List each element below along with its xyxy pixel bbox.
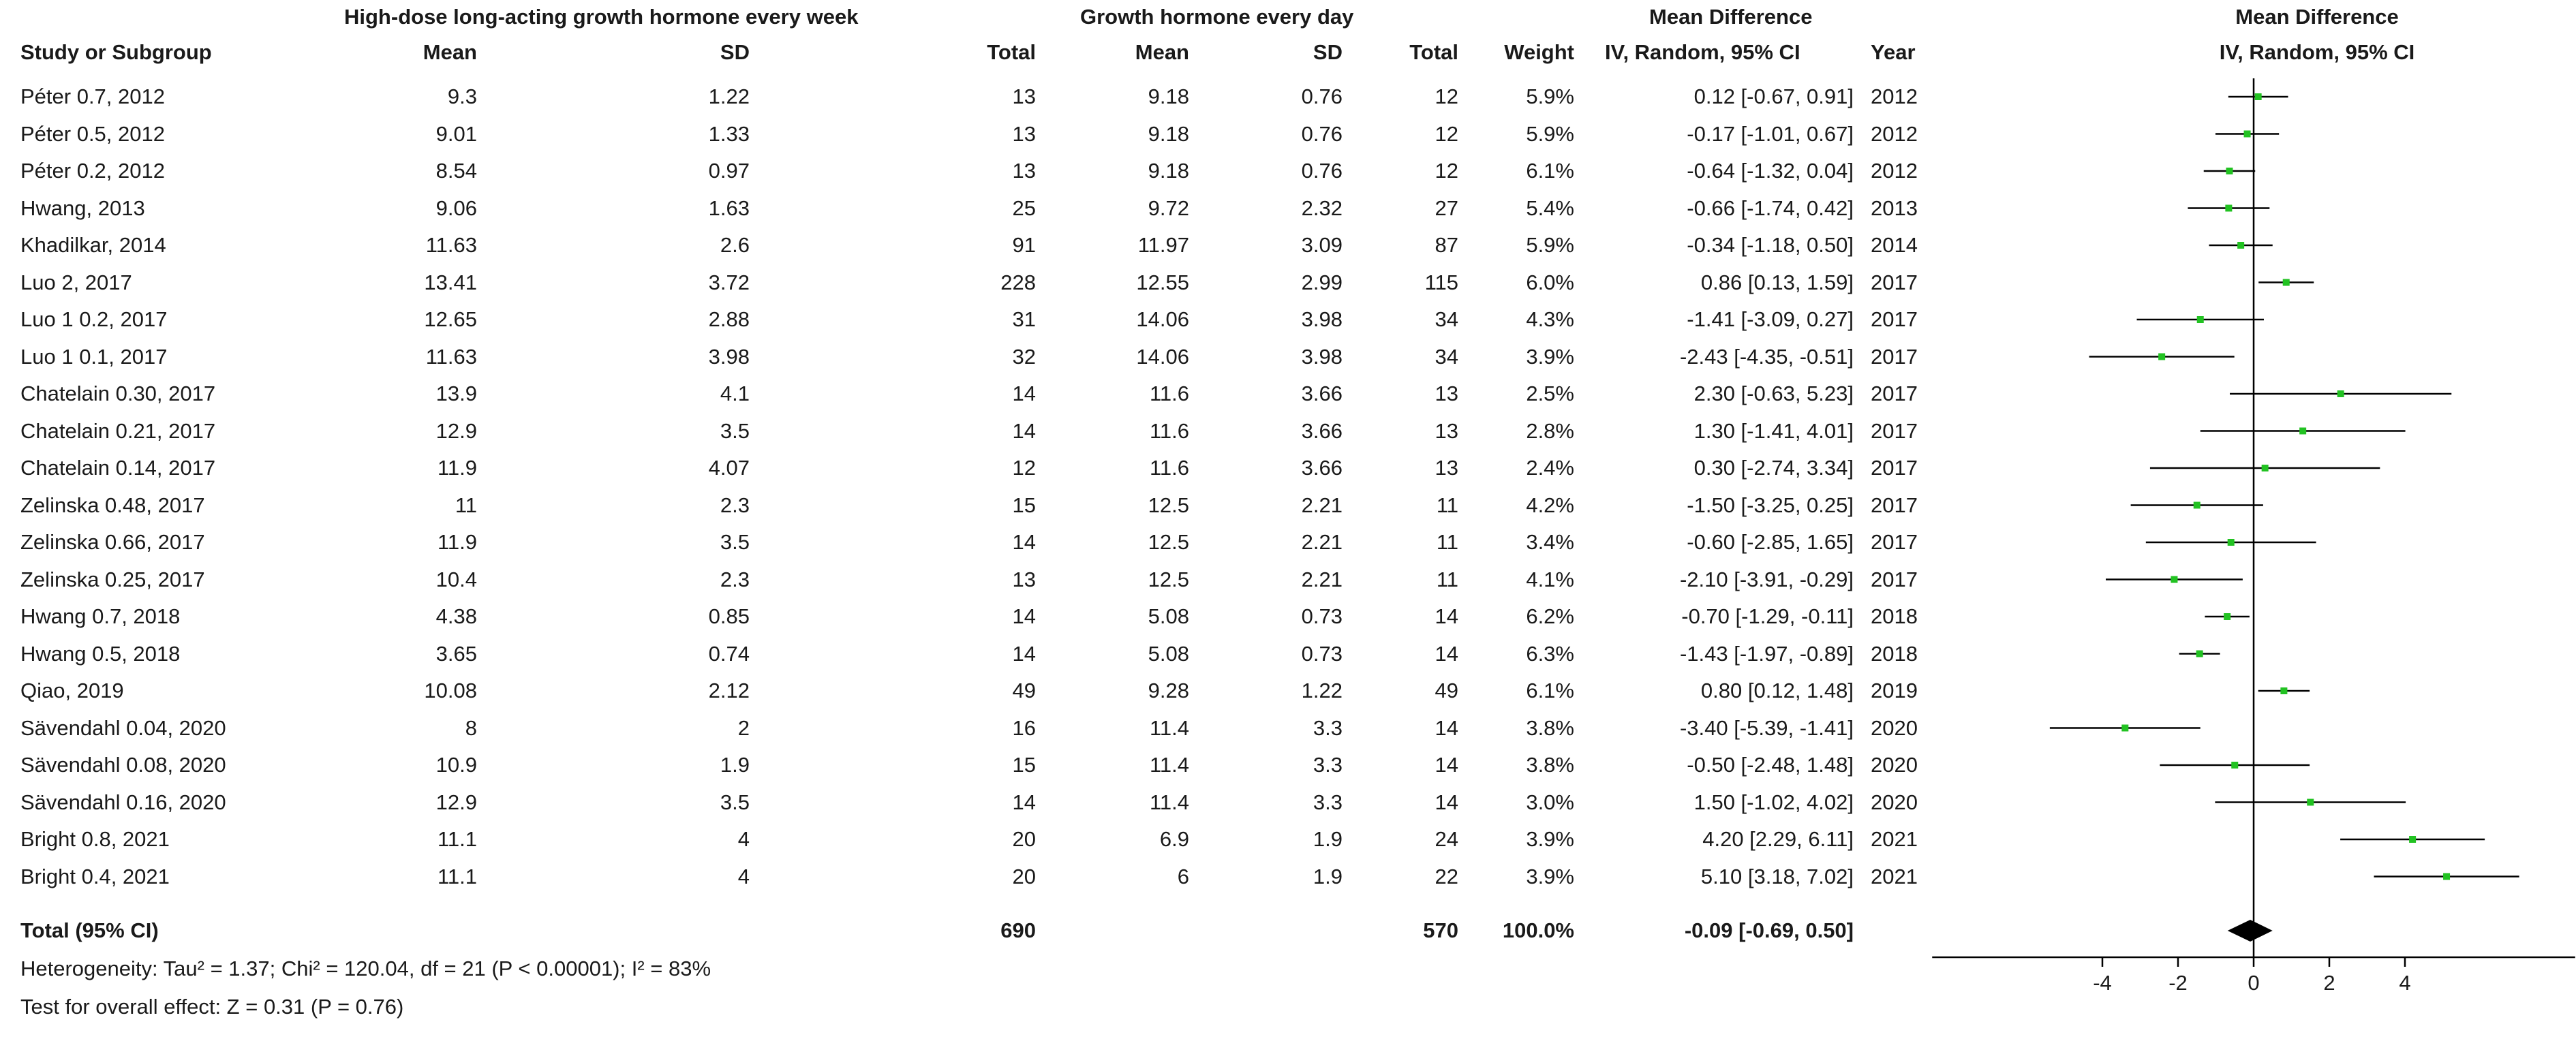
weight-cell: 4.1% xyxy=(1526,568,1574,591)
sd2-cell: 3.66 xyxy=(1301,382,1343,405)
sd2-cell: 2.32 xyxy=(1301,196,1343,220)
year-cell: 2017 xyxy=(1871,307,1918,331)
total2-value: 570 xyxy=(1423,918,1458,942)
total1-cell: 14 xyxy=(1012,604,1036,628)
point-estimate xyxy=(2255,93,2262,100)
sd1-cell: 2 xyxy=(737,716,750,740)
year-cell: 2021 xyxy=(1871,865,1918,888)
total1-cell: 228 xyxy=(1000,270,1036,294)
mean2-cell: 11.4 xyxy=(1149,716,1189,740)
sd1-cell: 3.72 xyxy=(708,270,750,294)
mean1-cell: 11.9 xyxy=(437,530,477,554)
mean2-cell: 14.06 xyxy=(1136,307,1189,331)
point-estimate xyxy=(2171,576,2177,583)
mean1-cell: 11.1 xyxy=(437,827,477,851)
ci-cell: 5.10 [3.18, 7.02] xyxy=(1700,865,1854,888)
sd1-cell: 1.9 xyxy=(720,753,750,777)
mean2-cell: 12.5 xyxy=(1148,493,1189,517)
year-cell: 2017 xyxy=(1871,382,1918,405)
total-weight-value: 100.0% xyxy=(1502,918,1574,942)
mean1-cell: 13.9 xyxy=(435,382,477,405)
point-estimate xyxy=(2231,762,2238,769)
sd1-cell: 3.5 xyxy=(720,530,750,554)
study-name: Sävendahl 0.04, 2020 xyxy=(20,716,226,740)
mean2-cell: 12.55 xyxy=(1136,270,1189,294)
overall-effect-text: Test for overall effect: Z = 0.31 (P = 0.76) xyxy=(20,995,404,1019)
ci-cell: 0.80 [0.12, 1.48] xyxy=(1700,679,1854,702)
point-estimate xyxy=(2337,390,2344,397)
study-name: Péter 0.5, 2012 xyxy=(20,122,165,146)
point-estimate xyxy=(2299,428,2306,435)
mean2-cell: 12.5 xyxy=(1148,568,1189,591)
year-cell: 2017 xyxy=(1871,456,1918,480)
total2-cell: 12 xyxy=(1435,122,1458,146)
pooled-diamond xyxy=(2228,920,2273,942)
sd1-cell: 1.63 xyxy=(708,196,750,220)
total1-cell: 25 xyxy=(1012,196,1036,220)
mean1-cell: 11.9 xyxy=(437,456,477,480)
total2-cell: 24 xyxy=(1435,827,1458,851)
mean1-cell: 8.54 xyxy=(435,159,477,183)
year-column-header: Year xyxy=(1871,40,1916,64)
mean2-cell: 9.18 xyxy=(1148,122,1189,146)
weight-cell: 6.0% xyxy=(1526,270,1574,294)
total1-cell: 31 xyxy=(1012,307,1036,331)
study-name: Hwang, 2013 xyxy=(20,196,145,220)
total1-value: 690 xyxy=(1000,918,1036,942)
total2-cell: 14 xyxy=(1435,790,1458,814)
mean2-cell: 9.28 xyxy=(1148,679,1189,702)
sd2-cell: 0.76 xyxy=(1301,159,1343,183)
sd1-cell: 2.3 xyxy=(720,568,750,591)
total1-column-header: Total xyxy=(987,40,1036,64)
total2-cell: 22 xyxy=(1435,865,1458,888)
total1-cell: 14 xyxy=(1012,530,1036,554)
weight-cell: 6.1% xyxy=(1526,679,1574,702)
total2-cell: 49 xyxy=(1435,679,1458,702)
sd1-cell: 4.07 xyxy=(708,456,750,480)
mean2-cell: 9.72 xyxy=(1148,196,1189,220)
total-label: Total (95% CI) xyxy=(20,918,159,942)
year-cell: 2013 xyxy=(1871,196,1918,220)
weight-cell: 3.8% xyxy=(1526,753,1574,777)
total1-cell: 16 xyxy=(1012,716,1036,740)
ci-cell: 1.30 [-1.41, 4.01] xyxy=(1693,419,1854,443)
point-estimate xyxy=(2443,873,2450,880)
total1-cell: 15 xyxy=(1012,493,1036,517)
year-cell: 2017 xyxy=(1871,419,1918,443)
mean1-cell: 3.65 xyxy=(435,642,477,666)
sd1-cell: 1.33 xyxy=(708,122,750,146)
mean1-cell: 11.63 xyxy=(425,345,477,369)
total1-cell: 91 xyxy=(1012,233,1036,257)
sd1-cell: 4 xyxy=(737,865,750,888)
mean2-cell: 5.08 xyxy=(1148,642,1189,666)
ci-cell: -3.40 [-5.39, -1.41] xyxy=(1679,716,1854,740)
mean1-cell: 11.1 xyxy=(437,865,477,888)
mean2-cell: 14.06 xyxy=(1136,345,1189,369)
point-estimate xyxy=(2225,205,2232,212)
ci-cell: -0.64 [-1.32, 0.04] xyxy=(1687,159,1854,183)
total2-cell: 14 xyxy=(1435,753,1458,777)
mean2-cell: 6 xyxy=(1177,865,1189,888)
total1-cell: 49 xyxy=(1012,679,1036,702)
mean1-cell: 10.4 xyxy=(435,568,477,591)
study-name: Sävendahl 0.08, 2020 xyxy=(20,753,226,777)
mean2-cell: 11.97 xyxy=(1137,233,1189,257)
sd2-cell: 2.21 xyxy=(1301,568,1343,591)
mean1-cell: 9.06 xyxy=(435,196,477,220)
year-cell: 2012 xyxy=(1871,84,1918,108)
ci-cell: -0.50 [-2.48, 1.48] xyxy=(1687,753,1854,777)
mean1-cell: 11.63 xyxy=(425,233,477,257)
total1-cell: 20 xyxy=(1012,827,1036,851)
sd1-cell: 3.5 xyxy=(720,790,750,814)
point-estimate xyxy=(2228,539,2235,546)
sd1-cell: 4.1 xyxy=(720,382,750,405)
study-name: Péter 0.7, 2012 xyxy=(20,84,165,108)
point-estimate xyxy=(2262,465,2269,471)
year-cell: 2017 xyxy=(1871,493,1918,517)
study-name: Chatelain 0.21, 2017 xyxy=(20,419,216,443)
point-estimate xyxy=(2307,799,2314,806)
weight-cell: 3.9% xyxy=(1526,865,1574,888)
sd1-cell: 3.98 xyxy=(708,345,750,369)
weight-cell: 3.4% xyxy=(1526,530,1574,554)
weight-cell: 2.8% xyxy=(1526,419,1574,443)
mean2-cell: 9.18 xyxy=(1148,159,1189,183)
study-name: Bright 0.8, 2021 xyxy=(20,827,170,851)
ci-cell: -0.70 [-1.29, -0.11] xyxy=(1681,604,1854,628)
weight-cell: 5.9% xyxy=(1526,122,1574,146)
weight-cell: 3.9% xyxy=(1526,345,1574,369)
md-title-header: Mean Difference xyxy=(1649,5,1813,29)
point-estimate xyxy=(2237,242,2244,249)
point-estimate xyxy=(2158,354,2165,360)
weight-cell: 2.4% xyxy=(1526,456,1574,480)
mean2-cell: 11.4 xyxy=(1149,753,1189,777)
sd2-cell: 2.21 xyxy=(1301,530,1343,554)
study-column-header: Study or Subgroup xyxy=(20,40,212,64)
weight-cell: 3.9% xyxy=(1526,827,1574,851)
study-name: Chatelain 0.14, 2017 xyxy=(20,456,216,480)
ci-cell: 2.30 [-0.63, 5.23] xyxy=(1693,382,1854,405)
total1-cell: 13 xyxy=(1012,84,1036,108)
year-cell: 2017 xyxy=(1871,270,1918,294)
sd2-cell: 3.3 xyxy=(1313,716,1343,740)
sd1-column-header: SD xyxy=(720,40,750,64)
weight-cell: 5.9% xyxy=(1526,84,1574,108)
sd2-cell: 3.98 xyxy=(1301,345,1343,369)
ci-cell: -0.34 [-1.18, 0.50] xyxy=(1687,233,1854,257)
ci-cell: -2.10 [-3.91, -0.29] xyxy=(1679,568,1854,591)
ci-cell: -0.17 [-1.01, 0.67] xyxy=(1687,122,1854,146)
total1-cell: 14 xyxy=(1012,382,1036,405)
total2-cell: 11 xyxy=(1436,530,1458,554)
sd1-cell: 0.74 xyxy=(708,642,750,666)
sd2-cell: 2.99 xyxy=(1301,270,1343,294)
mean1-cell: 11 xyxy=(455,493,477,517)
mean1-cell: 12.65 xyxy=(424,307,477,331)
point-estimate xyxy=(2226,168,2233,174)
mean2-cell: 11.4 xyxy=(1149,790,1189,814)
ci-cell: -0.60 [-2.85, 1.65] xyxy=(1687,530,1854,554)
mean1-cell: 9.3 xyxy=(447,84,477,108)
mean1-cell: 8 xyxy=(465,716,477,740)
mean2-cell: 12.5 xyxy=(1148,530,1189,554)
sd2-cell: 3.3 xyxy=(1313,790,1343,814)
total-ci-value: -0.09 [-0.69, 0.50] xyxy=(1684,918,1854,942)
sd2-cell: 3.09 xyxy=(1301,233,1343,257)
sd2-cell: 1.9 xyxy=(1313,827,1343,851)
total1-cell: 12 xyxy=(1012,456,1036,480)
sd1-cell: 2.88 xyxy=(708,307,750,331)
sd2-cell: 3.3 xyxy=(1313,753,1343,777)
md-method-header: IV, Random, 95% CI xyxy=(1605,40,1800,64)
point-estimate xyxy=(2224,613,2230,620)
weight-cell: 6.2% xyxy=(1526,604,1574,628)
total2-cell: 12 xyxy=(1435,84,1458,108)
weight-cell: 4.2% xyxy=(1526,493,1574,517)
sd1-cell: 2.6 xyxy=(720,233,750,257)
point-estimate xyxy=(2194,502,2201,509)
study-name: Chatelain 0.30, 2017 xyxy=(20,382,216,405)
study-name: Luo 1 0.1, 2017 xyxy=(20,345,168,369)
total2-cell: 13 xyxy=(1435,382,1458,405)
total2-cell: 11 xyxy=(1436,568,1458,591)
study-name: Hwang 0.5, 2018 xyxy=(20,642,181,666)
total1-cell: 32 xyxy=(1012,345,1036,369)
total1-cell: 13 xyxy=(1012,159,1036,183)
sd2-cell: 3.98 xyxy=(1301,307,1343,331)
study-name: Bright 0.4, 2021 xyxy=(20,865,170,888)
ci-cell: -0.66 [-1.74, 0.42] xyxy=(1687,196,1854,220)
mean1-column-header: Mean xyxy=(423,40,477,64)
point-estimate xyxy=(2196,651,2203,657)
total2-cell: 14 xyxy=(1435,642,1458,666)
year-cell: 2018 xyxy=(1871,642,1918,666)
point-estimate xyxy=(2280,687,2287,694)
mean2-cell: 5.08 xyxy=(1148,604,1189,628)
ci-cell: 0.30 [-2.74, 3.34] xyxy=(1693,456,1854,480)
mean2-cell: 11.6 xyxy=(1149,382,1189,405)
year-cell: 2012 xyxy=(1871,159,1918,183)
year-cell: 2018 xyxy=(1871,604,1918,628)
total2-cell: 34 xyxy=(1435,345,1458,369)
total1-cell: 14 xyxy=(1012,790,1036,814)
total1-cell: 14 xyxy=(1012,419,1036,443)
x-axis-tick-label: 4 xyxy=(2399,971,2411,995)
sd2-cell: 0.73 xyxy=(1301,604,1343,628)
year-cell: 2014 xyxy=(1871,233,1918,257)
study-name: Hwang 0.7, 2018 xyxy=(20,604,181,628)
point-estimate xyxy=(2409,836,2416,843)
total2-cell: 11 xyxy=(1436,493,1458,517)
ci-cell: 4.20 [2.29, 6.11] xyxy=(1702,827,1854,851)
point-estimate xyxy=(2244,131,2251,138)
mean1-cell: 12.9 xyxy=(435,419,477,443)
sd2-cell: 0.76 xyxy=(1301,84,1343,108)
ci-cell: -1.41 [-3.09, 0.27] xyxy=(1687,307,1854,331)
point-estimate xyxy=(2197,316,2204,323)
sd2-cell: 3.66 xyxy=(1301,419,1343,443)
sd1-cell: 3.5 xyxy=(720,419,750,443)
point-estimate xyxy=(2121,725,2128,732)
sd2-cell: 1.9 xyxy=(1313,865,1343,888)
sd1-cell: 1.22 xyxy=(708,84,750,108)
sd1-cell: 4 xyxy=(737,827,750,851)
total1-cell: 13 xyxy=(1012,568,1036,591)
weight-column-header: Weight xyxy=(1504,40,1574,64)
weight-cell: 3.8% xyxy=(1526,716,1574,740)
total1-cell: 14 xyxy=(1012,642,1036,666)
weight-cell: 4.3% xyxy=(1526,307,1574,331)
sd2-column-header: SD xyxy=(1313,40,1343,64)
x-axis-tick-label: 2 xyxy=(2323,971,2335,995)
sd1-cell: 2.3 xyxy=(720,493,750,517)
sd1-cell: 0.85 xyxy=(708,604,750,628)
ci-cell: 0.86 [0.13, 1.59] xyxy=(1700,270,1854,294)
year-cell: 2020 xyxy=(1871,716,1918,740)
total1-cell: 15 xyxy=(1012,753,1036,777)
total2-cell: 14 xyxy=(1435,716,1458,740)
study-name: Qiao, 2019 xyxy=(20,679,124,702)
weight-cell: 6.3% xyxy=(1526,642,1574,666)
mean1-cell: 9.01 xyxy=(435,122,477,146)
weight-cell: 5.9% xyxy=(1526,233,1574,257)
sd1-cell: 2.12 xyxy=(708,679,750,702)
ci-cell: -1.50 [-3.25, 0.25] xyxy=(1687,493,1854,517)
sd1-cell: 0.97 xyxy=(708,159,750,183)
plot-title-header: Mean Difference xyxy=(2235,5,2399,29)
weight-cell: 3.0% xyxy=(1526,790,1574,814)
sd2-cell: 0.73 xyxy=(1301,642,1343,666)
study-name: Zelinska 0.48, 2017 xyxy=(20,493,205,517)
study-name: Khadilkar, 2014 xyxy=(20,233,166,257)
mean1-cell: 13.41 xyxy=(424,270,477,294)
x-axis-tick-label: 0 xyxy=(2248,971,2260,995)
total2-cell: 27 xyxy=(1435,196,1458,220)
total2-cell: 13 xyxy=(1435,419,1458,443)
total1-cell: 13 xyxy=(1012,122,1036,146)
study-name: Zelinska 0.25, 2017 xyxy=(20,568,205,591)
total2-cell: 34 xyxy=(1435,307,1458,331)
sd2-cell: 2.21 xyxy=(1301,493,1343,517)
mean2-cell: 11.6 xyxy=(1149,419,1189,443)
year-cell: 2017 xyxy=(1871,345,1918,369)
mean2-cell: 11.6 xyxy=(1149,456,1189,480)
sd2-cell: 1.22 xyxy=(1301,679,1343,702)
mean2-cell: 9.18 xyxy=(1148,84,1189,108)
weight-cell: 5.4% xyxy=(1526,196,1574,220)
heterogeneity-text: Heterogeneity: Tau² = 1.37; Chi² = 120.04, df = 21 (P < 0.00001); I² = 83% xyxy=(20,957,711,980)
year-cell: 2012 xyxy=(1871,122,1918,146)
total1-cell: 20 xyxy=(1012,865,1036,888)
mean1-cell: 10.08 xyxy=(424,679,477,702)
ci-cell: 0.12 [-0.67, 0.91] xyxy=(1693,84,1854,108)
mean1-cell: 10.9 xyxy=(435,753,477,777)
year-cell: 2017 xyxy=(1871,568,1918,591)
total2-cell: 87 xyxy=(1435,233,1458,257)
point-estimate xyxy=(2283,279,2290,286)
study-name: Sävendahl 0.16, 2020 xyxy=(20,790,226,814)
x-axis-tick-label: -4 xyxy=(2093,971,2112,995)
x-axis-tick-label: -2 xyxy=(2168,971,2188,995)
ci-cell: -1.43 [-1.97, -0.89] xyxy=(1679,642,1854,666)
year-cell: 2017 xyxy=(1871,530,1918,554)
year-cell: 2021 xyxy=(1871,827,1918,851)
total2-cell: 14 xyxy=(1435,604,1458,628)
weight-cell: 2.5% xyxy=(1526,382,1574,405)
study-name: Luo 1 0.2, 2017 xyxy=(20,307,168,331)
total2-cell: 12 xyxy=(1435,159,1458,183)
total2-cell: 115 xyxy=(1424,270,1458,294)
mean2-cell: 6.9 xyxy=(1159,827,1189,851)
weight-cell: 6.1% xyxy=(1526,159,1574,183)
year-cell: 2020 xyxy=(1871,790,1918,814)
total2-cell: 13 xyxy=(1435,456,1458,480)
year-cell: 2019 xyxy=(1871,679,1918,702)
ci-cell: 1.50 [-1.02, 4.02] xyxy=(1693,790,1854,814)
plot-method-header: IV, Random, 95% CI xyxy=(2219,40,2415,64)
year-cell: 2020 xyxy=(1871,753,1918,777)
sd2-cell: 3.66 xyxy=(1301,456,1343,480)
study-name: Zelinska 0.66, 2017 xyxy=(20,530,205,554)
sd2-cell: 0.76 xyxy=(1301,122,1343,146)
study-name: Péter 0.2, 2012 xyxy=(20,159,165,183)
group2-header: Growth hormone every day xyxy=(1080,5,1354,29)
group1-header: High-dose long-acting growth hormone every week xyxy=(344,5,859,29)
mean1-cell: 4.38 xyxy=(435,604,477,628)
mean1-cell: 12.9 xyxy=(435,790,477,814)
ci-cell: -2.43 [-4.35, -0.51] xyxy=(1679,345,1854,369)
total2-column-header: Total xyxy=(1409,40,1458,64)
study-name: Luo 2, 2017 xyxy=(20,270,132,294)
mean2-column-header: Mean xyxy=(1135,40,1189,64)
